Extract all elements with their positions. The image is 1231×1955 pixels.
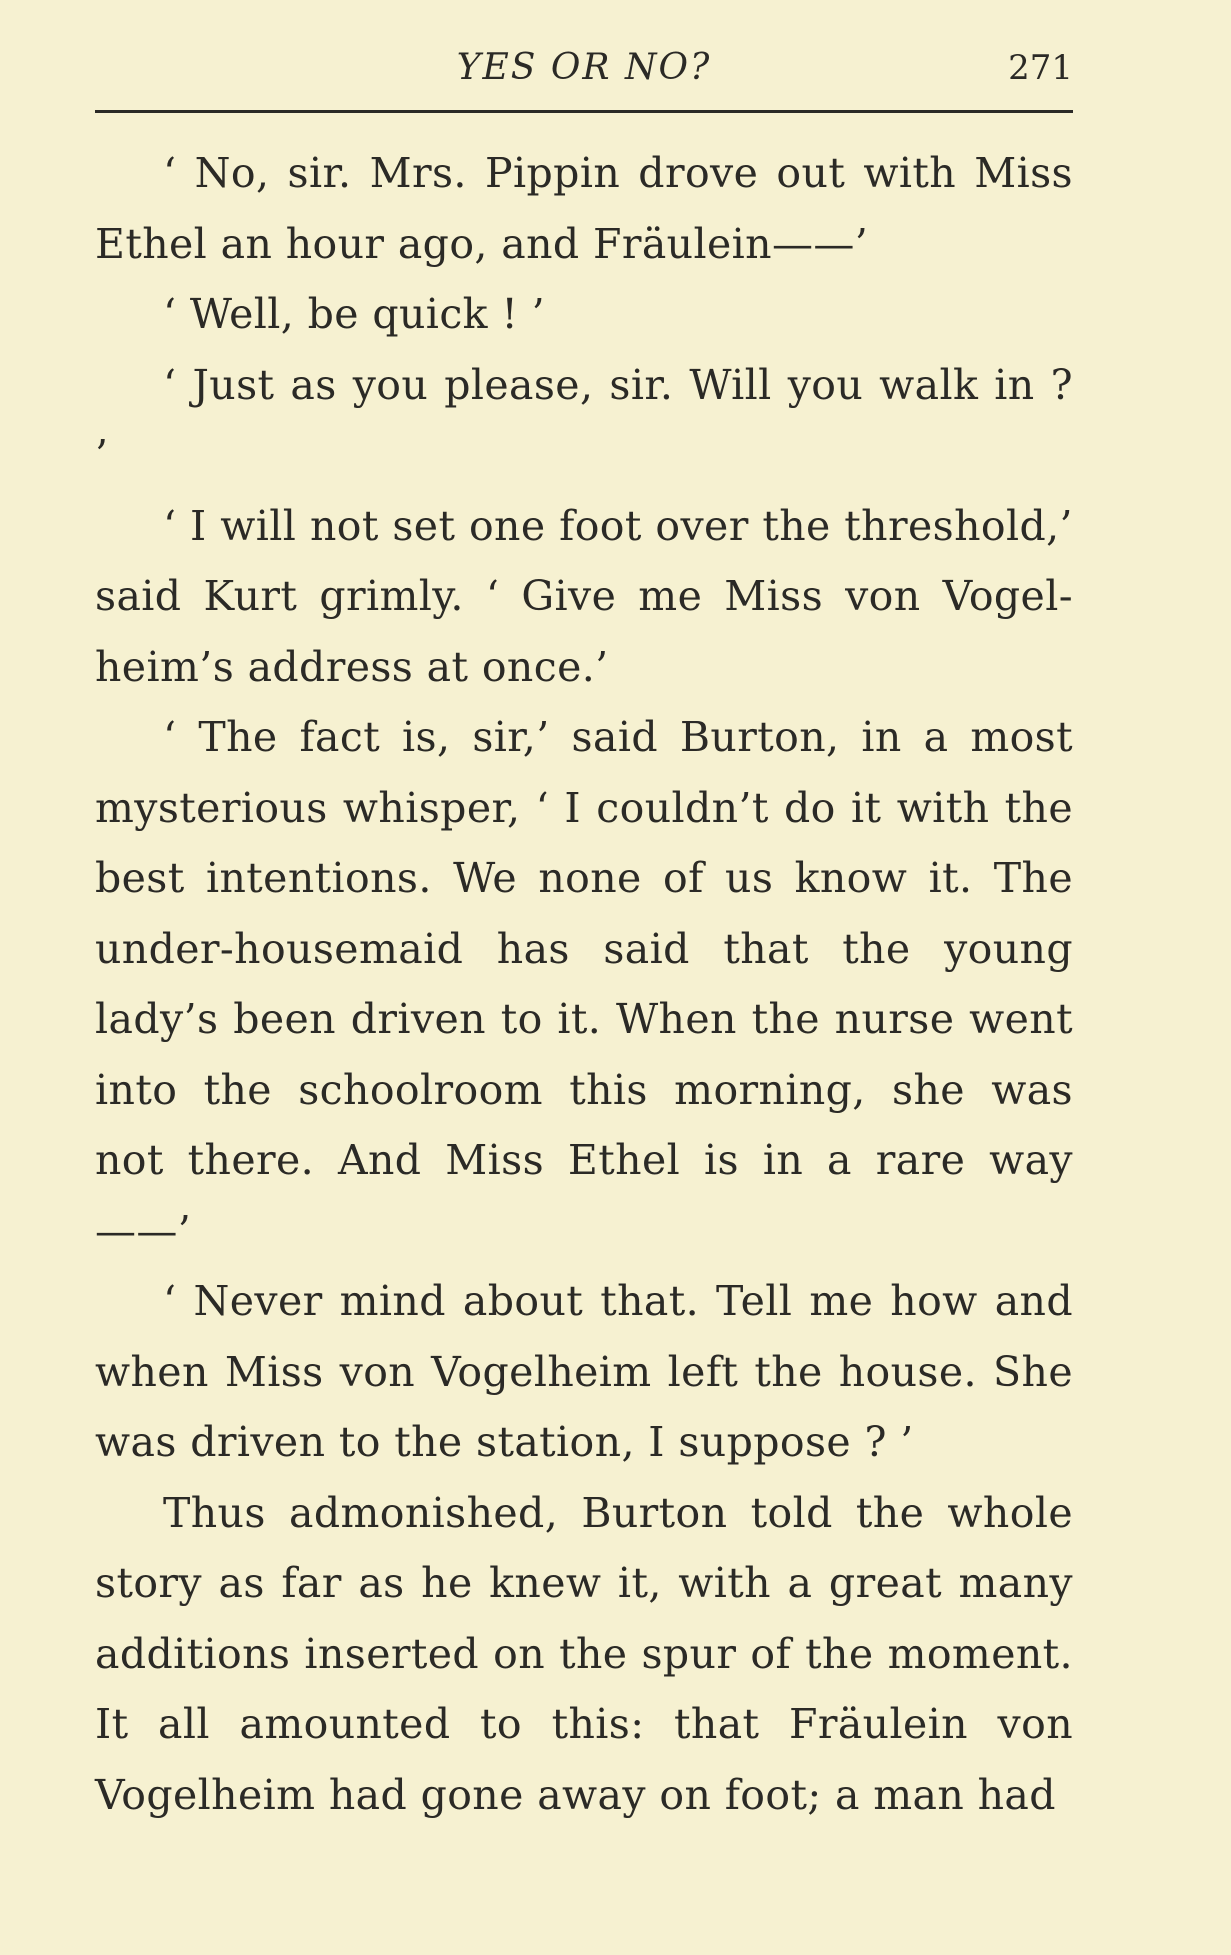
paragraph-1: ‘ No, sir. Mrs. Pippin drove out with Miss Ethel an hour ago, and Fräulein——’ xyxy=(95,149,1073,268)
paragraph-6: ‘ Never mind about that. Tell me how and when Miss von Vogelheim left the house. She was driven to the station, I suppose ? ’ xyxy=(95,1277,1073,1466)
running-title: YES OR NO? xyxy=(456,47,712,88)
paragraph-7: Thus admonished, Burton told the whole story as far as he knew it, with a great many additions inserted on the spur of the moment. It all amounted to this: that Fräulein von Vogelheim had gone away on foot; a man had xyxy=(95,1488,1073,1819)
paragraph-3: ‘ Just as you please, sir. Will you walk in ? ’ xyxy=(95,360,1073,479)
paragraph-2: ‘ Well, be quick ! ’ xyxy=(163,290,546,338)
paragraph-4: ‘ I will not set one foot over the threshold,’ said Kurt grimly. ‘ Give me Miss von Vogel-heim’s address at once.’ xyxy=(95,501,1073,691)
body-text xyxy=(95,138,1073,1830)
header-rule xyxy=(95,110,1073,113)
page-number: 271 xyxy=(1008,48,1073,88)
paragraph-5: ‘ The fact is, sir,’ said Burton, in a most mysterious whisper, ‘ I couldn’t do it with the best intentions. We none of us know it. The under-housemaid has said that the young lady’s been driven to it. When the nurse went into the schoolroom this morning, she was not there. And Miss Ethel is in a rare way——’ xyxy=(95,713,1073,1255)
page-header xyxy=(95,38,1073,98)
